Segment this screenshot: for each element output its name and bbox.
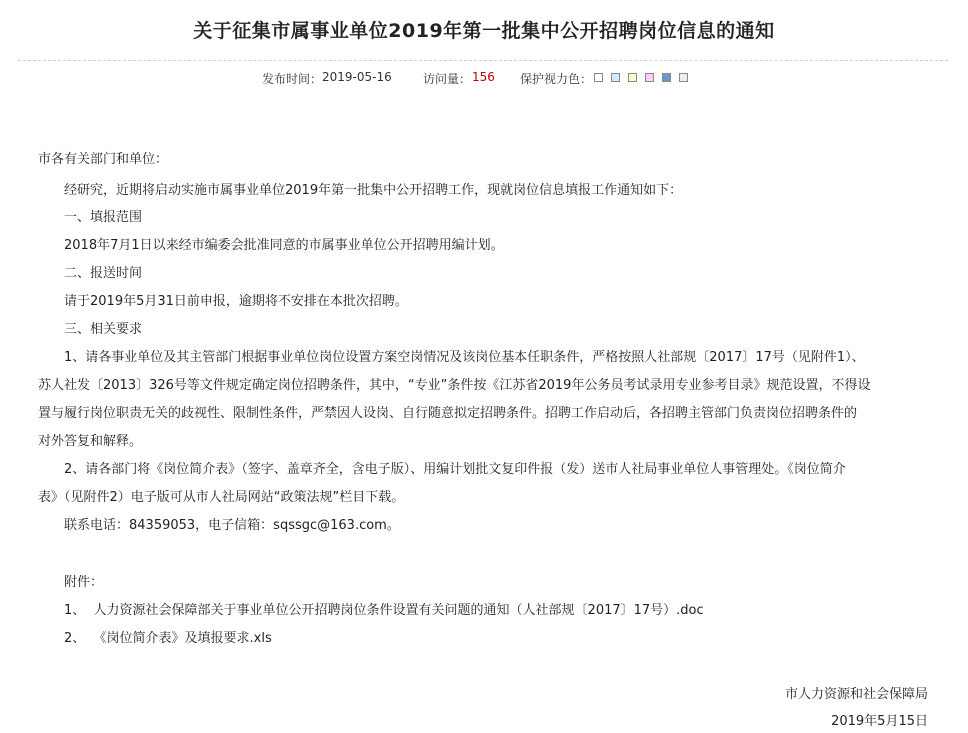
attachments-label: 附件： — [64, 575, 104, 590]
eye-color-label: 保护视力色： — [520, 72, 593, 86]
title-divider — [18, 60, 948, 61]
requirement-2-line-1: 2、请各部门将《岗位简介表》（签字、盖章齐全，含电子版）、用编计划批文复印件报（发）送市人社局事业单位人事管理处。《岗位简介 — [64, 462, 846, 477]
attachment-number: 2、 — [64, 631, 86, 646]
salutation: 市各有关部门和单位： — [38, 152, 169, 167]
color-swatch-lightblue[interactable] — [611, 73, 620, 82]
section-1-text: 2018年7月1日以来经市编委会批准同意的市属事业单位公开招聘用编计划。 — [64, 238, 504, 253]
color-swatch-blue[interactable] — [662, 73, 671, 82]
visits-count: 156 — [472, 70, 495, 84]
color-swatch-lightyellow[interactable] — [628, 73, 637, 82]
requirement-1-line-4: 对外答复和解释。 — [38, 434, 143, 449]
requirement-1-line-3: 置与履行岗位职责无关的歧视性、限制性条件，严禁因人设岗、自行随意拟定招聘条件。招聘工作启动后，各招聘主管部门负责岗位招聘条件的 — [38, 406, 858, 421]
issuer-name: 市人力资源和社会保障局 — [784, 687, 928, 702]
page-title: 关于征集市属事业单位2019年第一批集中公开招聘岗位信息的通知 — [193, 20, 775, 42]
requirement-2-line-2: 表》（见附件2）电子版可从市人社局网站“政策法规”栏目下载。 — [38, 490, 405, 505]
section-3-title: 三、相关要求 — [64, 322, 143, 337]
attachment-link-1[interactable]: 人力资源社会保障部关于事业单位公开招聘岗位条件设置有关问题的通知（人社部规〔2017〕17号）.doc — [93, 603, 704, 618]
article-meta — [0, 70, 968, 88]
intro-paragraph: 经研究，近期将启动实施市属事业单位2019年第一批集中公开招聘工作，现就岗位信息填报工作通知如下： — [64, 183, 683, 198]
section-2-title: 二、报送时间 — [64, 266, 143, 281]
publish-date: 2019-05-16 — [322, 70, 392, 84]
visits-label: 访问量： — [423, 72, 472, 86]
publish-label: 发布时间： — [262, 72, 323, 86]
attachment-item — [64, 599, 704, 618]
attachment-number: 1、 — [64, 603, 86, 618]
color-swatch-white[interactable] — [594, 73, 603, 82]
contact-info: 联系电话：84359053，电子信箱：sqssgc@163.com。 — [64, 518, 400, 533]
attachment-link-2[interactable]: 《岗位简介表》及填报要求.xls — [93, 631, 272, 646]
issue-date: 2019年5月15日 — [831, 714, 928, 729]
requirement-1-line-2: 苏人社发〔2013〕326号等文件规定确定岗位招聘条件，其中，“专业”条件按《江苏省2019年公务员考试录用专业参考目录》规范设置，不得设 — [38, 378, 871, 393]
section-1-title: 一、填报范围 — [64, 210, 143, 225]
section-2-text: 请于2019年5月31日前申报，逾期将不安排在本批次招聘。 — [64, 294, 408, 309]
requirement-1-line-1: 1、请各事业单位及其主管部门根据事业单位岗位设置方案空岗情况及该岗位基本任职条件，严格按照人社部规〔2017〕17号（见附件1）、 — [64, 350, 865, 365]
color-swatch-gray[interactable] — [679, 73, 688, 82]
color-swatch-pink[interactable] — [645, 73, 654, 82]
attachment-item — [64, 627, 272, 646]
